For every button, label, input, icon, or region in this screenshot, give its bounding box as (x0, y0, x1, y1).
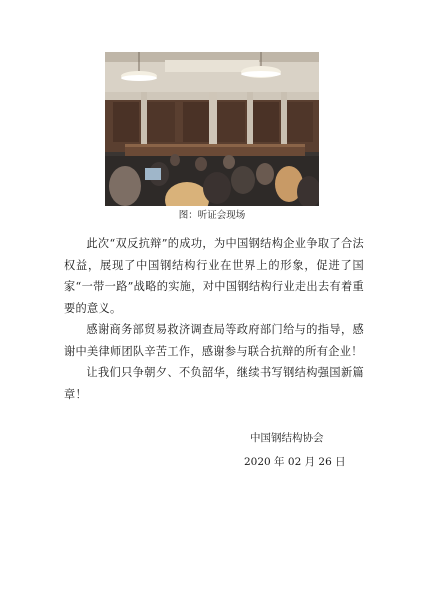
photo-caption: 图：听证会现场 (178, 210, 246, 221)
paragraph-closing: 让我们只争朝夕、不负韶华，继续书写钢结构强国新篇章！ (64, 366, 364, 401)
hearing-photo (105, 52, 319, 206)
hearing-room-image (105, 52, 319, 206)
paragraph-achievement: 此次“双反抗辩”的成功，为中国钢结构企业争取了合法权益，展现了中国钢结构行业在世界上的形象，促进了国家“一带一路”战略的实施，对中国钢结构行业走出去有着重要的意义。 (64, 237, 364, 315)
signature-date: 2020 年 02 月 26 日 (244, 456, 346, 468)
signature-organization: 中国钢结构协会 (250, 432, 324, 444)
body-text (64, 233, 364, 405)
paragraph-thanks: 感谢商务部贸易救济调查局等政府部门给与的指导，感谢中美律师团队辛苦工作，感谢参与联合抗辩的所有企业！ (64, 323, 364, 358)
